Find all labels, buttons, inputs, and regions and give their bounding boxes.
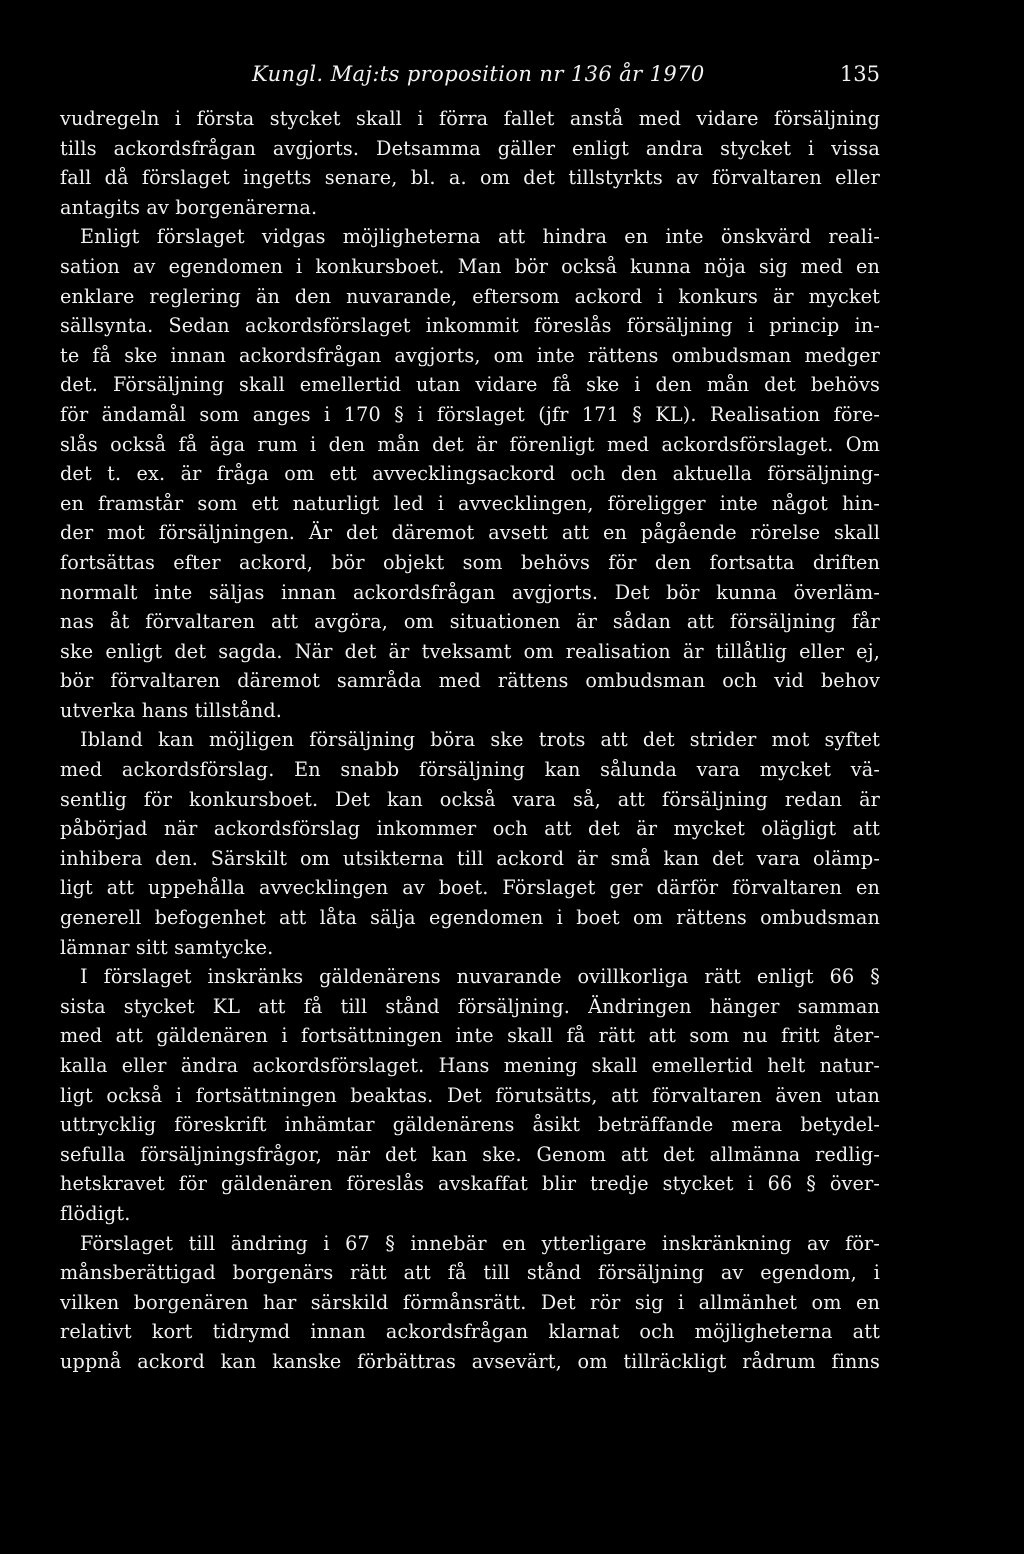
text-line: vudregeln i första stycket skall i förra fallet anstå med vidare försäljning	[60, 107, 880, 130]
text-line: normalt inte säljas innan ackordsfrågan avgjorts. Det bör kunna överläm-	[60, 580, 880, 604]
text-line: Enligt förslaget vidgas möjligheterna att hindra en inte önskvärd reali-	[80, 225, 880, 249]
page-number: 135	[839, 62, 880, 86]
text-line: för ändamål som anges i 170 § i förslaget (jfr 171 § KL). Realisation före-	[60, 402, 880, 426]
text-line: sista stycket KL att få till stånd försäljning. Ändringen hänger samman	[60, 994, 880, 1018]
text-line: vilken borgenären har särskild förmånsrätt. Det rör sig i allmänhet om en	[60, 1290, 880, 1314]
text-line: sällsynta. Sedan ackordsförslaget inkommit föreslås försäljning i princip in-	[60, 314, 880, 338]
text-line: ske enligt det sagda. När det är tveksamt om realisation är tillåtlig eller ej,	[60, 639, 880, 663]
text-line: Förslaget till ändring i 67 § innebär en ytterligare inskränkning av för-	[80, 1231, 880, 1255]
text-line: hetskravet för gäldenären föreslås avskaffat blir tredje stycket i 66 § över-	[60, 1172, 880, 1196]
text-line: I förslaget inskränks gäldenärens nuvarande ovillkorliga rätt enligt 66 §	[80, 965, 880, 989]
text-line: relativt kort tidrymd innan ackordsfrågan klarnat och möjligheterna att	[60, 1320, 880, 1344]
text-line: inhibera den. Särskilt om utsikterna till ackord är små kan det vara olämp-	[60, 846, 880, 870]
text-line: påbörjad när ackordsförslag inkommer och att det är mycket olägligt att	[60, 817, 880, 841]
text-line: det. Försäljning skall emellertid utan vidare få ske i den mån det behövs	[60, 373, 880, 397]
text-line: ligt att uppehålla avvecklingen av boet. Förslaget ger därför förvaltaren en	[60, 876, 880, 900]
text-line: antagits av borgenärerna.	[60, 195, 318, 219]
text-line: lämnar sitt samtycke.	[60, 935, 274, 959]
page-header	[60, 62, 880, 92]
text-line: bör förvaltaren däremot samråda med rättens ombudsman och vid behov	[60, 669, 880, 693]
text-line: en framstår som ett naturligt led i avvecklingen, föreligger inte något hin-	[60, 491, 880, 515]
text-line: ligt också i fortsättningen beaktas. Det förutsätts, att förvaltaren även utan	[60, 1083, 880, 1107]
text-line: sefulla försäljningsfrågor, när det kan ske. Genom att det allmänna redlig-	[60, 1142, 880, 1166]
text-line: generell befogenhet att låta sälja egendomen i boet om rättens ombudsman	[60, 906, 880, 930]
text-line: flödigt.	[60, 1201, 131, 1225]
text-line: månsberättigad borgenärs rätt att få till stånd försäljning av egendom, i	[60, 1261, 880, 1285]
text-line: te få ske innan ackordsfrågan avgjorts, om inte rättens ombudsman medger	[60, 343, 880, 367]
body-text	[60, 104, 880, 1377]
text-line: utverka hans tillstånd.	[60, 698, 283, 722]
text-line: fall då förslaget ingetts senare, bl. a. om det tillstyrkts av förvaltaren eller	[60, 166, 880, 190]
text-line: det t. ex. är fråga om ett avvecklingsackord och den aktuella försäljning-	[60, 462, 880, 486]
text-line: nas åt förvaltaren att avgöra, om situationen är sådan att försäljning får	[60, 610, 880, 634]
text-line: med att gäldenären i fortsättningen inte skall få rätt att som nu fritt åter-	[60, 1024, 880, 1048]
text-line: tills ackordsfrågan avgjorts. Detsamma gäller enligt andra stycket i vissa	[60, 136, 880, 160]
text-line: med ackordsförslag. En snabb försäljning kan sålunda vara mycket vä-	[60, 758, 880, 782]
text-line: kalla eller ändra ackordsförslaget. Hans mening skall emellertid helt natur-	[60, 1054, 880, 1077]
text-line: fortsättas efter ackord, bör objekt som behövs för den fortsatta driften	[60, 550, 880, 574]
running-title: Kungl. Maj:ts proposition nr 136 år 1970	[252, 62, 705, 86]
text-line: sentlig för konkursboet. Det kan också vara så, att försäljning redan är	[60, 787, 880, 811]
text-line: uttrycklig föreskrift inhämtar gäldenärens åsikt beträffande mera betydel-	[60, 1113, 880, 1137]
text-line: sation av egendomen i konkursboet. Man bör också kunna nöja sig med en	[60, 254, 880, 278]
text-line: der mot försäljningen. Är det däremot avsett att en pågående rörelse skall	[60, 521, 880, 545]
text-line: Ibland kan möjligen försäljning böra ske trots att det strider mot syftet	[80, 728, 880, 752]
text-line: uppnå ackord kan kanske förbättras avsevärt, om tillräckligt rådrum finns	[60, 1349, 880, 1373]
text-line: slås också få äga rum i den mån det är förenligt med ackordsförslaget. Om	[60, 432, 880, 456]
text-line: enklare reglering än den nuvarande, eftersom ackord i konkurs är mycket	[60, 284, 880, 308]
